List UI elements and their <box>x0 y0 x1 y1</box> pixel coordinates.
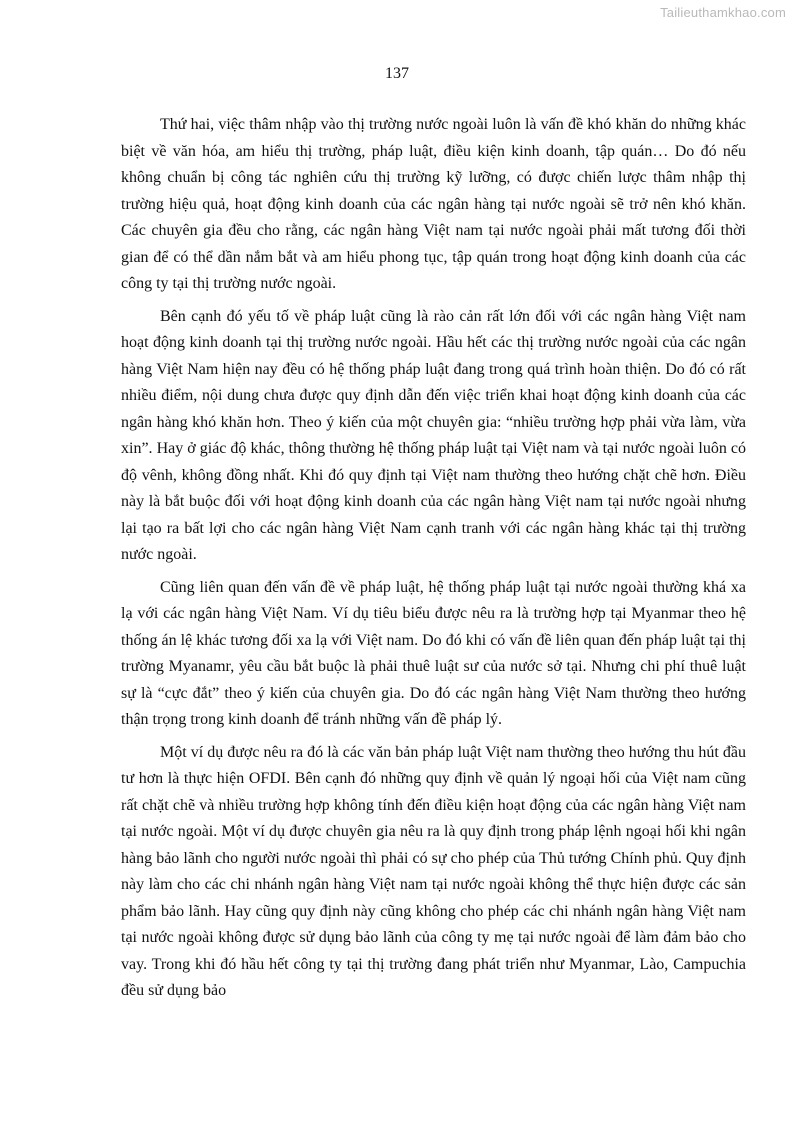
page-number: 137 <box>385 65 409 82</box>
paragraph-1: Thứ hai, việc thâm nhập vào thị trường nước ngoài luôn là vấn đề khó khăn do những khác biệt về văn hóa, am hiểu thị trường, pháp luật, điều kiện kinh doanh, tập quán… Do đó nếu không chuẩn bị công tác nghiên cứu thị trường kỹ lưỡng, có được chiến lược thâm nhập thị trường hiệu quả, hoạt động kinh doanh của các ngân hàng tại nước ngoài sẽ trở nên khó khăn. Các chuyên gia đều cho rằng, các ngân hàng Việt nam tại nước ngoài phải mất tương đối thời gian để có thể dần nắm bắt và am hiểu phong tục, tập quán trong hoạt động kinh doanh của các công ty tại thị trường nước ngoài. <box>121 116 746 292</box>
document-body <box>121 112 746 1011</box>
paragraph-2: Bên cạnh đó yếu tố về pháp luật cũng là rào cản rất lớn đối với các ngân hàng Việt nam hoạt động kinh doanh tại thị trường nước ngoài. Hầu hết các thị trường nước ngoài của các ngân hàng Việt Nam hiện nay đều có hệ thống pháp luật đang trong quá trình hoàn thiện. Do đó có rất nhiều điểm, nội dung chưa được quy định dẫn đến việc triển khai hoạt động kinh doanh của các ngân hàng khó khăn hơn. Theo ý kiến của một chuyên gia: “nhiều trường hợp phải vừa làm, vừa xin”. Hay ở giác độ khác, thông thường hệ thống pháp luật tại Việt nam và tại nước ngoài luôn có độ vênh, không đồng nhất. Khi đó quy định tại Việt nam thường theo hướng chặt chẽ hơn. Điều này là bắt buộc đối với hoạt động kinh doanh của các ngân hàng Việt nam tại nước ngoài nhưng lại tạo ra bất lợi cho các ngân hàng Việt Nam cạnh tranh với các ngân hàng khác tại thị trường nước ngoài. <box>121 307 746 563</box>
watermark-text: Tailieuthamkhao.com <box>660 5 786 20</box>
paragraph-4: Một ví dụ được nêu ra đó là các văn bản pháp luật Việt nam thường theo hướng thu hút đầu tư hơn là thực hiện OFDI. Bên cạnh đó những quy định về quản lý ngoại hối của Việt nam cũng rất chặt chẽ và nhiều trường hợp không tính đến điều kiện hoạt động của các ngân hàng Việt nam tại nước ngoài. Một ví dụ được chuyên gia nêu ra là quy định trong pháp lệnh ngoại hối khi ngân hàng bảo lãnh cho người nước ngoài thì phải có sự cho phép của Thủ tướng Chính phủ. Quy định này làm cho các chi nhánh ngân hàng Việt nam tại nước ngoài không thể thực hiện được các sản phẩm bảo lãnh. Hay cũng quy định này cũng không cho phép các chi nhánh ngân hàng Việt nam tại nước ngoài không được sử dụng bảo lãnh của công ty mẹ tại nước ngoài để làm đảm bảo cho vay. Trong khi đó hầu hết công ty tại thị trường đang phát triển như Myanmar, Lào, Campuchia đều sử dụng bảo <box>121 743 746 999</box>
paragraph-3: Cũng liên quan đến vấn đề về pháp luật, hệ thống pháp luật tại nước ngoài thường khá xa lạ với các ngân hàng Việt Nam. Ví dụ tiêu biểu được nêu ra là trường hợp tại Myanmar theo hệ thống án lệ khác tương đối xa lạ với Việt nam. Do đó khi có vấn đề liên quan đến pháp luật tại thị trường Myanamr, yêu cầu bắt buộc là phải thuê luật sư của nước sở tại. Nhưng chi phí thuê luật sự là “cực đắt” theo ý kiến của chuyên gia. Do đó các ngân hàng Việt Nam thường theo hướng thận trọng trong kinh doanh để tránh những vấn đề pháp lý. <box>121 578 746 728</box>
